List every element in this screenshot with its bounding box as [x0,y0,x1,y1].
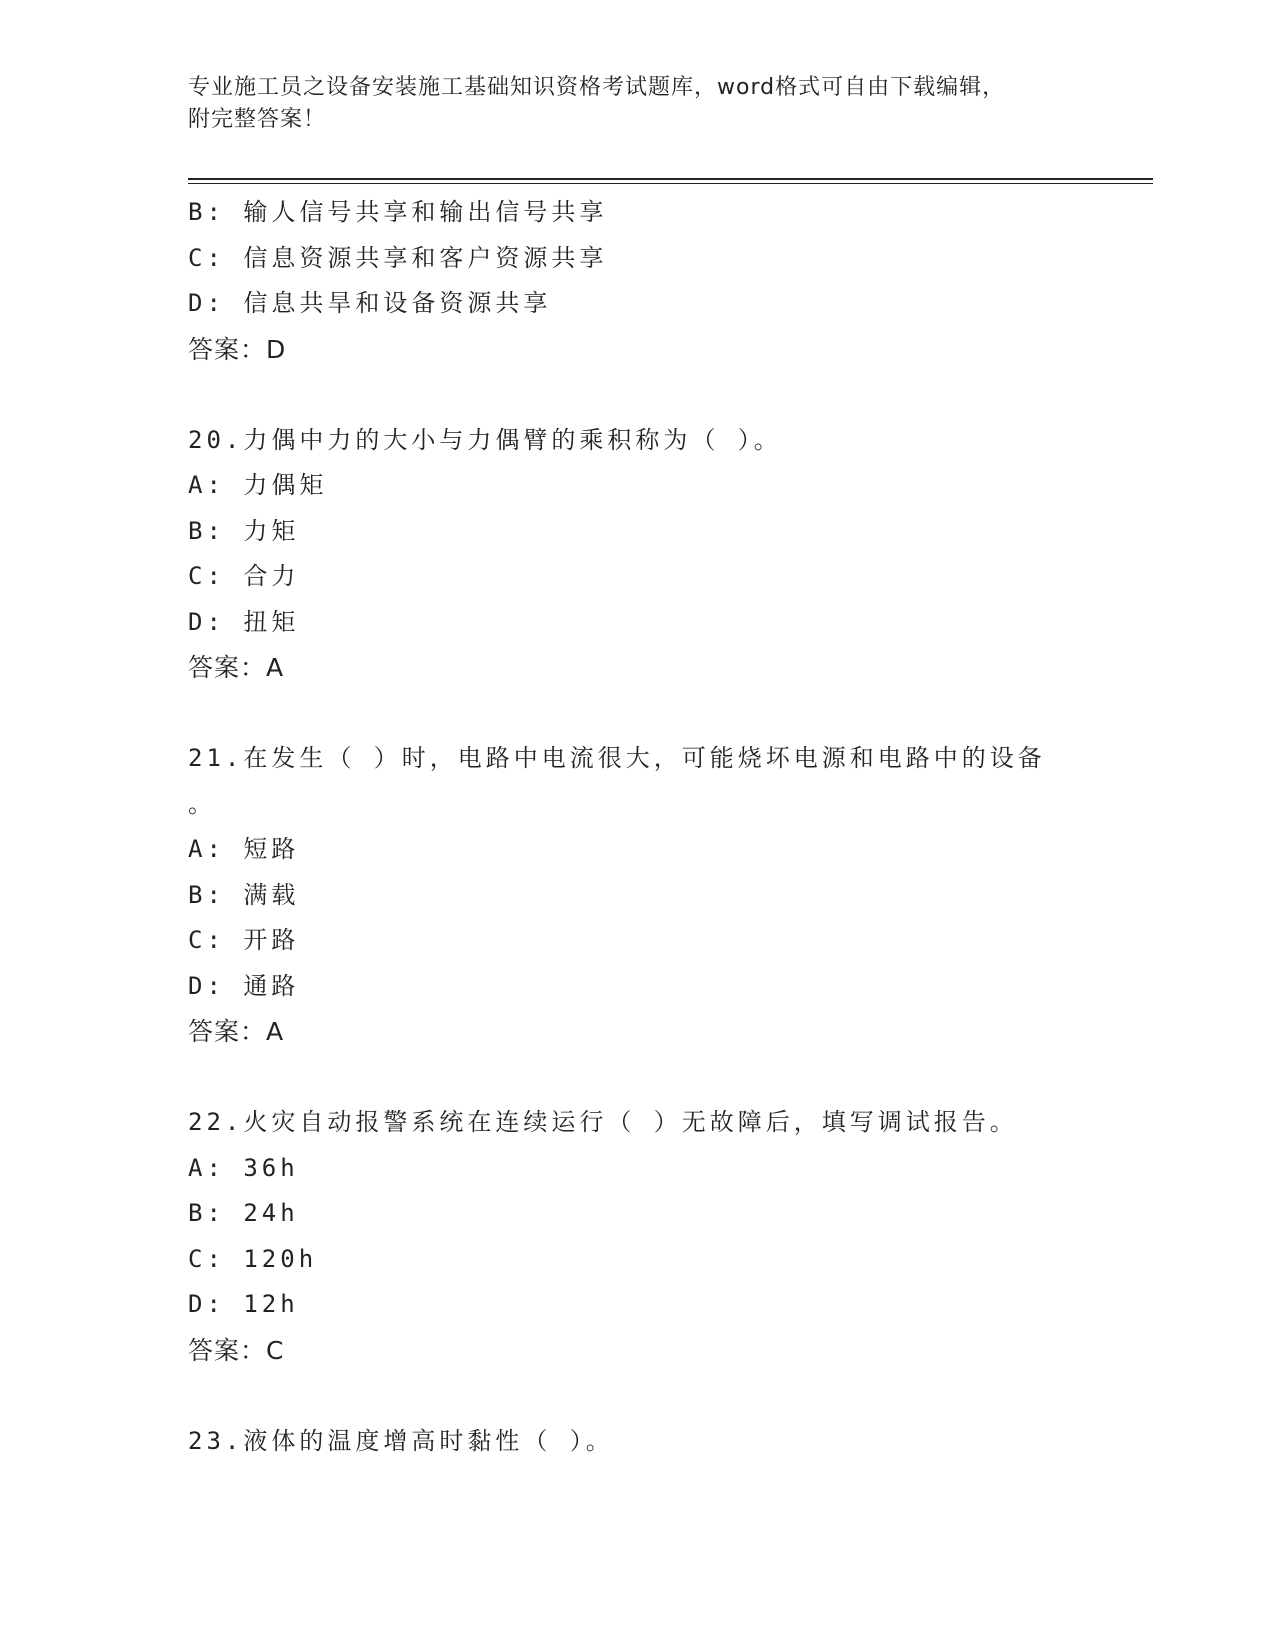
question-stem: 21.在发生（ ）时，电路中电流很大，可能烧坏电源和电路中的设备 [188,744,1046,772]
question-20 [188,418,1118,691]
question-stem: 20.力偶中力的大小与力偶臂的乘积称为（ ）。 [188,425,782,454]
option-d: D: 信息共旱和设备资源共享 [188,289,552,317]
question-stem-continued: 。 [188,789,216,818]
option-b: B: 力矩 [188,516,300,545]
option-d: D: 扭矩 [188,607,300,636]
option-b: B: 24h [188,1199,299,1227]
option-b: B: 输人信号共享和输出信号共享 [188,198,608,226]
question-22 [188,1100,1118,1373]
header-line-1: 专业施工员之设备安装施工基础知识资格考试题库，word格式可自由下载编辑， [188,75,1006,100]
option-a: A: 短路 [188,835,300,863]
answer-line: 答案：A [188,653,285,682]
option-a: A: 36h [188,1153,299,1182]
header-line-2: 附完整答案！ [188,107,327,132]
option-c: C: 开路 [188,926,300,954]
answer-line: 答案：A [188,1017,285,1046]
option-b: B: 满载 [188,880,300,909]
question-stem: 22.火灾自动报警系统在连续运行（ ）无故障后，填写调试报告。 [188,1108,1018,1136]
question-21 [188,736,1118,1055]
question-19-partial [188,190,1118,372]
question-list [188,190,1118,1464]
option-c: C: 合力 [188,562,300,590]
header-rule-thick [188,178,1153,180]
option-d: D: 12h [188,1290,299,1318]
option-c: C: 120h [188,1244,318,1273]
header-rule-thin [188,183,1153,184]
question-23 [188,1419,1118,1465]
question-stem: 23.液体的温度增高时黏性（ ）。 [188,1426,614,1455]
option-a: A: 力偶矩 [188,471,328,499]
option-c: C: 信息资源共享和客户资源共享 [188,243,608,272]
document-header [188,72,1068,136]
answer-line: 答案：C [188,1335,285,1365]
option-d: D: 通路 [188,971,300,1000]
answer-line: 答案：D [188,334,287,364]
